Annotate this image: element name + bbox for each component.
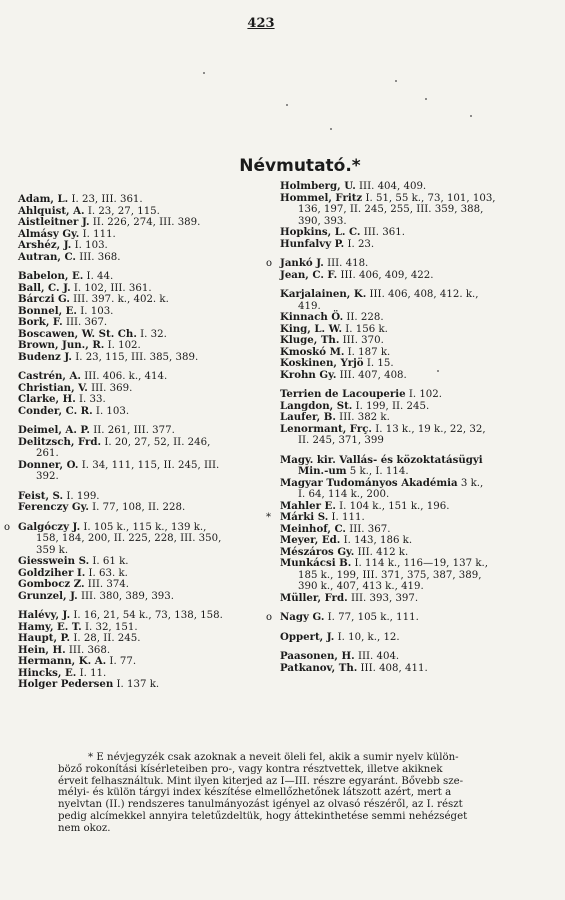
entry-name: Meyer, Ed. <box>280 534 341 546</box>
entry-references: I. 23, 115, III. 385, 389. <box>75 351 199 363</box>
footnote-line: pedig alcímekkel annyira teletűzdeltük, hogy áttekinthetése semmi nehézséget <box>58 810 468 822</box>
entry-name: Brown, Jun., R. <box>18 339 105 351</box>
index-column-right <box>266 180 542 682</box>
entry-references: III. 368. <box>68 644 111 656</box>
entry-name: Adam, L. <box>18 193 69 205</box>
entry-references: I. 103. <box>74 240 108 251</box>
page-number: 423 <box>247 16 275 31</box>
scan-speck <box>470 115 472 117</box>
entry-continuation <box>18 533 280 545</box>
entry-name: Arshéz, J. <box>18 239 72 251</box>
entry-name: Hermann, K. A. <box>18 655 107 667</box>
entry-name: Autran, C. <box>18 250 76 263</box>
index-letter-group <box>18 271 280 363</box>
index-entry <box>280 289 542 312</box>
index-entry <box>4 520 280 557</box>
entry-name: Budenz J. <box>18 350 72 363</box>
entry-references: III. 370. <box>342 335 384 346</box>
entry-references: I. 105 k., 115 k., 139 k., <box>83 521 207 533</box>
entry-references: I. 20, 27, 52, II. 246, <box>104 436 211 448</box>
index-letter-group <box>266 453 542 605</box>
entry-references-continuation: 390, 393. <box>298 215 347 227</box>
entry-references: III. 382 k. <box>339 412 390 423</box>
entry-references: I. 111. <box>82 228 116 240</box>
entry-name: Márki S. <box>280 511 329 523</box>
index-entry <box>280 370 542 382</box>
entry-name: Conder, C. R. <box>18 404 93 417</box>
entry-references: I. 44. <box>86 271 114 282</box>
entry-references-continuation: 359 k. <box>36 544 69 556</box>
entry-references: I. 199, II. 245. <box>355 400 430 412</box>
entry-references: I. 111. <box>331 512 365 523</box>
entry-name: Hincks, E. <box>18 666 77 679</box>
entry-name: Bárczi G. <box>18 293 70 305</box>
entry-references-continuation: 390 k., 407, 413 k., 419. <box>298 581 424 592</box>
entry-references: I. 16, 21, 54 k., 73, 138, 158. <box>73 610 223 621</box>
index-letter-group <box>280 289 542 381</box>
entry-references: I. 103. <box>95 405 130 417</box>
entry-name: Bork, F. <box>18 316 63 328</box>
index-entry <box>280 593 542 605</box>
entry-name: Aistleitner J. <box>18 216 90 228</box>
entry-name: Gombocz Z. <box>18 578 85 590</box>
index-entry <box>18 679 280 691</box>
entry-name: Oppert, J. <box>280 630 335 643</box>
entry-name: Hein, H. <box>18 643 66 656</box>
entry-name: Delitzsch, Frd. <box>18 435 102 448</box>
index-column-left <box>4 193 280 699</box>
entry-references-continuation: 136, 197, II. 245, 255, III. 359, 388, <box>298 204 484 215</box>
entry-references-continuation: 185 k., 199, III. 371, 375, 387, 389, <box>298 569 482 581</box>
entry-references: I. 156 k. <box>345 323 388 335</box>
entry-name: Lenormant, Frç. <box>280 422 372 435</box>
index-entry <box>280 455 542 478</box>
entry-name: Mészáros Gy. <box>280 545 355 558</box>
entry-name: Laufer, B. <box>280 411 336 423</box>
scan-speck <box>437 370 439 372</box>
entry-references: I. 28, II. 245. <box>73 633 141 644</box>
entry-references: I. 15. <box>366 358 394 369</box>
entry-name: Bonnel, E. <box>18 304 77 317</box>
entry-continuation <box>280 204 542 216</box>
entry-references-continuation: I. 64, 114 k., 200. <box>298 489 390 500</box>
entry-name: Krohn Gy. <box>280 368 337 381</box>
entry-references: I. 11. <box>79 667 107 679</box>
scan-speck <box>203 72 205 74</box>
entry-references: I. 114 k., 116—19, 137 k., <box>354 558 488 569</box>
entry-name: Paasonen, H. <box>280 650 355 662</box>
entry-references: III. 367. <box>349 523 391 535</box>
entry-references: I. 102. <box>408 389 443 400</box>
footnote-line: böző rokonítási kísérleteiben pro-, vagy kontra résztvettek, illetve akiknek <box>58 763 443 775</box>
index-letter-group <box>4 520 280 603</box>
index-letter-group <box>280 632 542 644</box>
entry-references: III. 406, 408, 412. k., <box>369 289 479 300</box>
entry-name: Deimel, A. P. <box>18 424 90 436</box>
entry-references: III. 397. k., 402. k. <box>73 294 169 305</box>
entry-name: Munkácsi B. <box>280 557 352 569</box>
entry-references: I. 137 k. <box>116 679 160 690</box>
entry-name: Hamy, E. T. <box>18 620 82 633</box>
entry-name: Koskinen, Yrjö <box>280 357 364 369</box>
entry-references: III. 418. <box>327 258 369 269</box>
index-letter-group <box>280 389 542 447</box>
entry-references: I. 143, 186 k. <box>343 535 413 546</box>
index-entry <box>280 632 542 644</box>
entry-references: I. 77. <box>109 656 137 667</box>
entry-name: Holmberg, U. <box>280 180 356 192</box>
entry-name: Patkanov, Th. <box>280 661 358 674</box>
margin-mark: o <box>266 612 273 623</box>
index-entry <box>18 502 280 514</box>
footnote-line: érveit felhasználtuk. Mint ilyen kiterjed az I—III. részre egyaránt. Bővebb sze- <box>58 775 464 787</box>
entry-name: Mahler E. <box>280 499 336 512</box>
entry-name: Goldziher I. <box>18 566 86 579</box>
entry-references: I. 23. <box>347 238 375 250</box>
entry-references: I. 32. <box>140 328 167 340</box>
entry-references: III. 393, 397. <box>350 592 419 604</box>
entry-references: I. 34, 111, 115, II. 245, III. <box>81 459 220 471</box>
entry-name: King, L. W. <box>280 322 343 335</box>
entry-name: Ball, C. J. <box>18 281 71 294</box>
entry-references-continuation: 5 k., I. 114. <box>349 466 409 477</box>
entry-references: I. 51, 55 k., 73, 101, 103, <box>365 192 496 204</box>
entry-references: III. 404. <box>357 651 400 662</box>
entry-name: Nagy G. <box>280 611 325 623</box>
margin-mark: o <box>4 521 11 533</box>
entry-name: Grunzel, J. <box>18 589 78 602</box>
scan-speck <box>286 104 288 106</box>
entry-references: III. 408, 411. <box>360 662 428 674</box>
index-entry <box>280 478 542 501</box>
entry-references-continuation: 158, 184, 200, II. 225, 228, III. 350, <box>36 533 222 544</box>
entry-name: Babelon, E. <box>18 270 84 282</box>
entry-name: Almásy Gy. <box>18 227 80 240</box>
entry-references: I. 23, 27, 115. <box>87 205 160 217</box>
entry-name: Karjalainen, K. <box>280 288 367 300</box>
index-letter-group <box>18 610 280 691</box>
entry-name: Ahlquist, A. <box>18 204 85 217</box>
entry-references-continuation: 392. <box>36 471 59 482</box>
index-letter-group <box>280 651 542 674</box>
entry-references: I. 187 k. <box>347 346 391 358</box>
entry-references: I. 61 k. <box>92 556 129 567</box>
index-entry <box>280 558 542 593</box>
entry-references: III. 404, 409. <box>359 181 427 192</box>
entry-name: Holger Pedersen <box>18 678 114 690</box>
entry-continuation <box>280 435 542 447</box>
entry-name: Halévy, J. <box>18 609 71 621</box>
entry-name: Jankó J. <box>280 257 324 269</box>
entry-name: Hommel, Fritz <box>280 191 363 204</box>
entry-name: Boscawen, W. St. Ch. <box>18 327 137 340</box>
footnote-line: nem okoz. <box>58 822 111 834</box>
entry-name: Kinnach Ö. <box>280 311 344 323</box>
entry-name: Magyar Tudományos Akadémia <box>280 476 458 489</box>
index-letter-group <box>18 194 280 263</box>
entry-name: Christian, V. <box>18 381 88 394</box>
footnote-line: * E névjegyzék csak azoknak a neveit öleli fel, akik a sumir nyelv külön- <box>88 752 459 763</box>
entry-references: III. 369. <box>91 382 133 394</box>
index-entry <box>280 424 542 447</box>
margin-mark: * <box>266 512 271 523</box>
index-entry <box>18 591 280 603</box>
entry-name: Donner, O. <box>18 458 79 471</box>
entry-references: I. 102, III. 361. <box>73 282 152 294</box>
footnote-line: mélyi- és külön tárgyi index készítése elmellőzhetőnek látszott azért, mert a <box>58 787 452 799</box>
entry-name: Terrien de Lacouperie <box>280 388 406 400</box>
scan-speck <box>330 128 332 130</box>
entry-name: Hopkins, L. C. <box>280 226 361 238</box>
entry-references: III. 407, 408. <box>339 369 407 381</box>
index-entry <box>18 460 280 483</box>
entry-references: I. 199. <box>66 490 100 502</box>
entry-name-continuation: Min.-um <box>298 465 347 477</box>
index-letter-group <box>18 371 280 417</box>
entry-references: I. 104 k., 151 k., 196. <box>339 500 450 512</box>
entry-references: II. 226, 274, III. 389. <box>92 217 201 228</box>
entry-references: III. 406, 409, 422. <box>340 269 434 281</box>
entry-references: III. 367. <box>65 317 108 328</box>
entry-name: Haupt, P. <box>18 632 71 644</box>
entry-references: III. 380, 389, 393. <box>80 590 175 602</box>
entry-references: III. 412 k. <box>357 546 409 558</box>
entry-references: I. 77, 108, II. 228. <box>92 502 186 513</box>
scan-speck <box>425 98 427 100</box>
index-entry <box>280 193 542 228</box>
index-entry <box>280 663 542 675</box>
entry-name: Hunfalvy P. <box>280 237 345 250</box>
margin-mark: o <box>266 258 273 269</box>
index-letter-group <box>280 181 542 250</box>
entry-references: I. 103. <box>80 305 114 317</box>
entry-continuation <box>18 471 280 483</box>
index-entry <box>18 437 280 460</box>
index-letter-group <box>18 491 280 514</box>
entry-references: I. 63. k. <box>88 567 128 579</box>
entry-references-continuation: II. 245, 371, 399 <box>298 435 384 446</box>
entry-name: Ferenczy Gy. <box>18 501 89 513</box>
index-entry <box>18 406 280 418</box>
scan-speck <box>395 80 397 82</box>
entry-name: Clarke, H. <box>18 393 76 405</box>
index-letter-group <box>18 425 280 483</box>
entry-references: I. 13 k., 19 k., 22, 32, <box>375 423 486 435</box>
entry-references: I. 23, III. 361. <box>71 194 143 205</box>
entry-references: I. 102. <box>107 340 141 351</box>
index-letter-group <box>266 257 542 281</box>
index-entry <box>18 252 280 264</box>
entry-references-continuation: 419. <box>298 300 321 312</box>
entry-references: 3 k., <box>460 477 484 489</box>
footnote <box>58 752 558 835</box>
index-entry <box>266 611 542 624</box>
entry-references: I. 33. <box>79 394 106 405</box>
entry-references: III. 361. <box>363 227 405 238</box>
entry-references: I. 77, 105 k., 111. <box>327 612 419 623</box>
entry-references: I. 32, 151. <box>84 621 138 633</box>
index-entry <box>280 270 542 282</box>
entry-continuation <box>280 570 542 582</box>
entry-name: Giesswein S. <box>18 555 90 567</box>
page-title: Névmutató.* <box>239 156 361 176</box>
entry-name: Castrén, A. <box>18 370 81 382</box>
entry-name: Galgóczy J. <box>18 520 81 533</box>
entry-name: Magy. kir. Vallás- és közoktatásügyi <box>280 453 483 466</box>
entry-references: III. 374. <box>87 579 130 590</box>
entry-name: Langdon, St. <box>280 399 353 412</box>
footnote-line: nyelvtan (II.) rendszeres tanulmányozást igényel az olvasó részéről, az I. részt <box>58 799 463 811</box>
index-entry <box>280 239 542 251</box>
index-entry <box>18 352 280 364</box>
entry-name: Jean, C. F. <box>280 268 338 281</box>
entry-references: II. 261, III. 377. <box>93 425 175 436</box>
entry-name: Kmoskó M. <box>280 345 345 358</box>
entry-name: Meinhof, C. <box>280 522 346 535</box>
entry-references: II. 228. <box>346 312 384 323</box>
index-letter-group <box>266 611 542 624</box>
entry-name: Feist, S. <box>18 489 64 502</box>
entry-references-continuation: 261. <box>36 448 59 459</box>
entry-name: Kluge, Th. <box>280 334 340 346</box>
entry-references: I. 10, k., 12. <box>337 631 400 643</box>
entry-references: III. 406. k., 414. <box>84 371 168 382</box>
entry-references: III. 368. <box>79 251 121 263</box>
entry-name: Müller, Frd. <box>280 591 348 604</box>
